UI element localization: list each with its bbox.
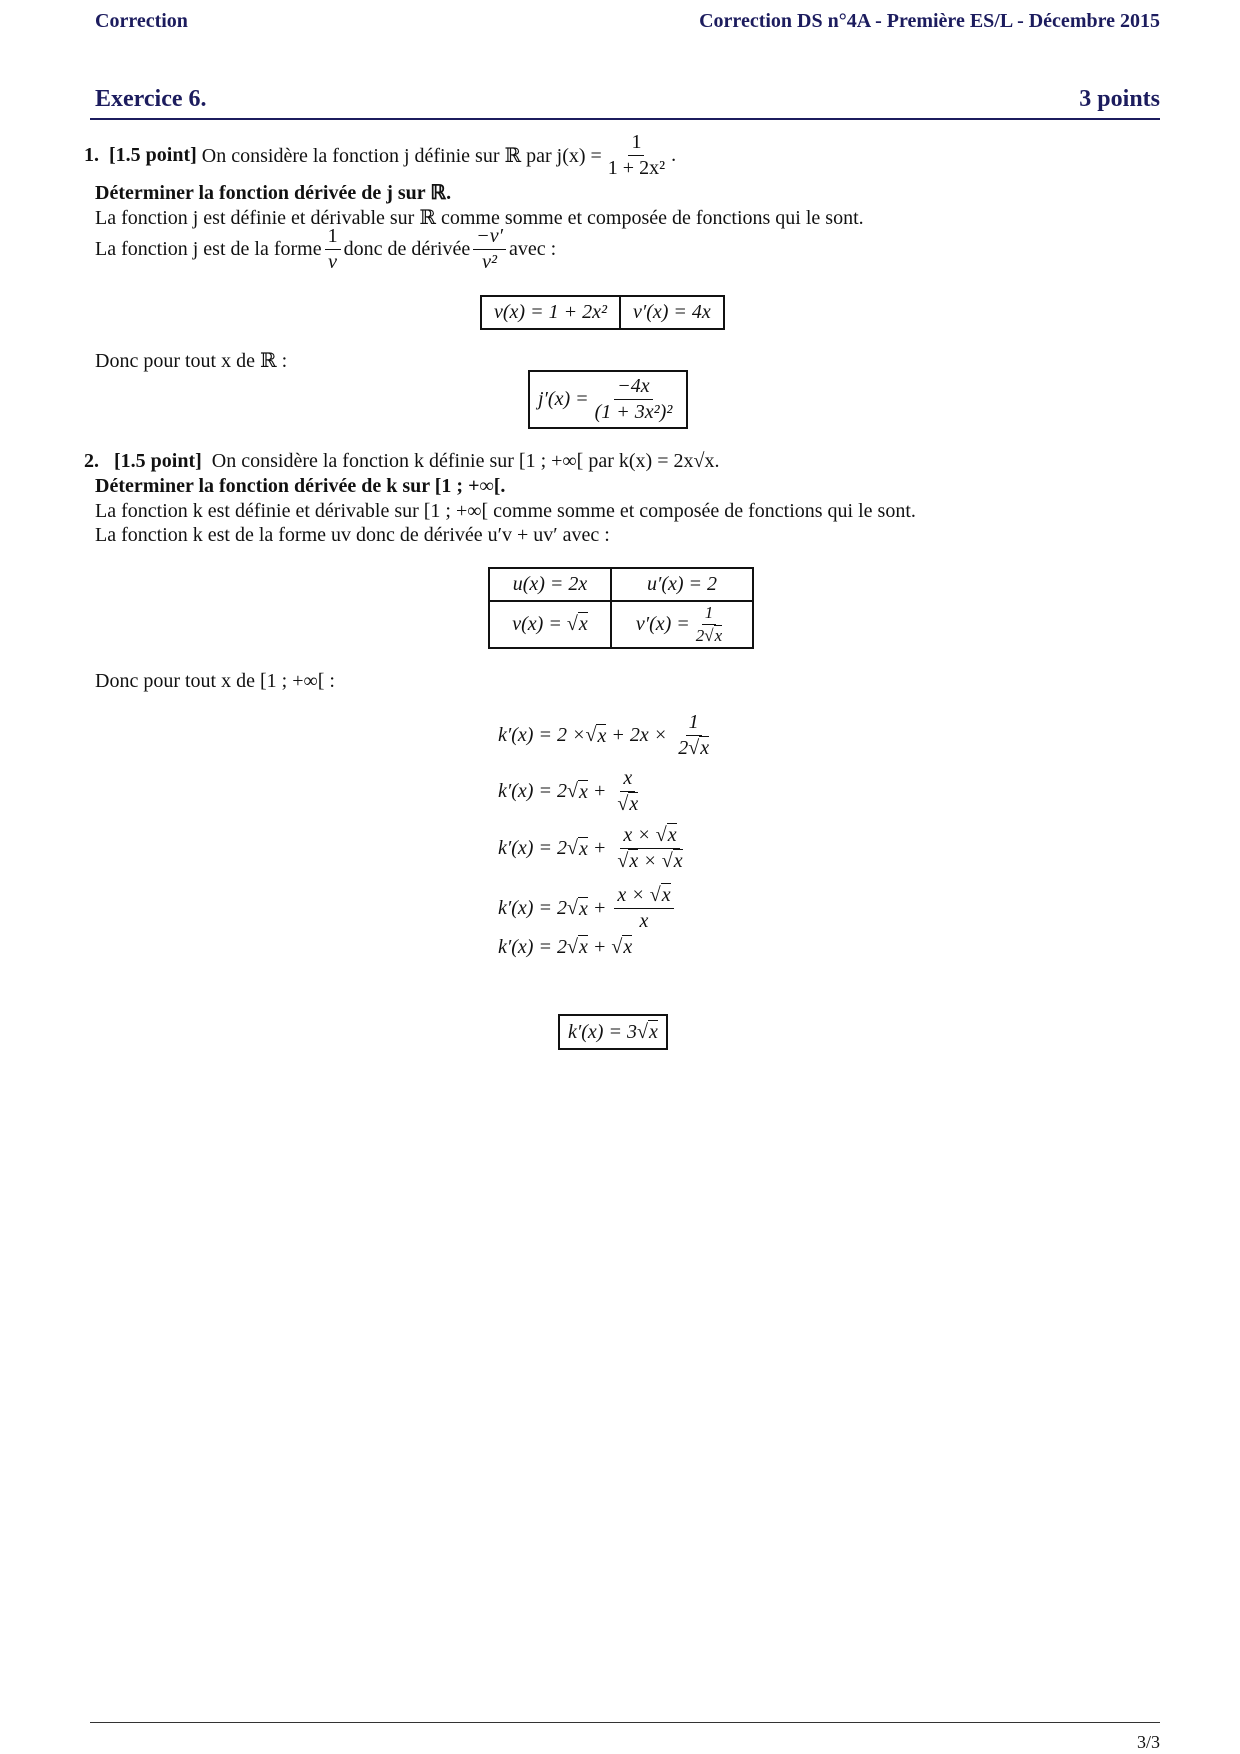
exercise-title: Exercice 6.: [95, 86, 207, 112]
q2-step-1: k′(x) = 2 × √ x + 2x × $\frac{1}{2√x}$: [498, 712, 715, 759]
q1-result-box: [528, 370, 688, 429]
q2-task: Déterminer la fonction dérivée de k sur [1 ; +∞[.: [95, 475, 506, 497]
s3-den-mid: ×: [638, 850, 662, 872]
s5-rad2: x: [623, 936, 633, 958]
q1-form-den: v: [328, 251, 338, 273]
s4-rad: x: [578, 897, 588, 920]
q2-step-3: k′(x) = 2 √ x + $\frac{x \times √x}{√x \times √x}$: [498, 825, 689, 872]
q1-deriv-num: −v′: [473, 226, 506, 250]
s5-plus: +: [587, 935, 612, 958]
s5-lhs: k′(x) = 2: [498, 935, 567, 958]
q1-deriv-fraction: [473, 226, 506, 273]
footer-rule: [90, 1722, 1160, 1723]
q1-def-numerator: 1: [628, 132, 644, 156]
s3-den-rad1: x: [629, 850, 639, 872]
q2-table-vprime-lhs: v′(x) =: [635, 612, 690, 635]
q1-line2-a: La fonction j est de la forme: [95, 238, 322, 260]
page-number: 3/3: [1136, 1732, 1160, 1752]
s2-plus: +: [587, 780, 612, 802]
q1-number: 1.: [84, 144, 99, 166]
s2-rad: x: [578, 780, 588, 803]
s1-fraction: $\frac{1}{2√x}$: [678, 711, 710, 759]
s3-lhs: k′(x) = 2: [498, 837, 567, 859]
q2-table-v: v(x) = √x: [489, 601, 611, 648]
q1-result-lhs: j′(x) =: [538, 388, 589, 410]
q2-table-uprime: u′(x) = 2: [611, 568, 753, 601]
q1-donc: Donc pour tout x de ℝ :: [95, 350, 288, 372]
q2-points: [1.5 point]: [114, 450, 202, 472]
q1-form-num: 1: [325, 226, 341, 250]
s3-num-rad: x: [667, 824, 677, 846]
s3-fraction: $\frac{x \times √x}{√x \times √x}$: [617, 824, 683, 872]
q1-derivative-table: [480, 295, 725, 330]
s2-num: x: [620, 768, 635, 792]
s4-num-rad: x: [661, 884, 671, 906]
q2-line1: La fonction k est définie et dérivable sur [1 ; +∞[ comme somme et composée de fonctions qui le sont.: [95, 500, 916, 522]
s1-rad: x: [597, 724, 607, 747]
q2-table-vprime-den-pre: 2: [695, 625, 705, 645]
q1-result-den: (1 + 3x²)²: [594, 401, 673, 423]
q1-line2: [95, 226, 556, 273]
q2-table-vprime-fraction: $\frac{1}{2√x}$: [695, 603, 723, 645]
q2-step-5: k′(x) = 2 √ x + √ x: [498, 935, 633, 958]
s1-num: 1: [686, 712, 702, 736]
q1-line2-c: avec :: [508, 238, 557, 260]
s2-den-rad: x: [629, 793, 639, 815]
q1-line1: La fonction j est définie et dérivable sur ℝ comme somme et composée de fonctions qui le sont.: [95, 207, 864, 229]
q1-table-vprime: v′(x) = 4x: [620, 296, 724, 329]
q1-line2-b: donc de dérivée: [343, 238, 471, 260]
q1-table-v: v(x) = 1 + 2x²: [481, 296, 620, 329]
s1-lhs: k′(x) = 2 ×: [498, 724, 586, 746]
q2-table-v-lhs: v(x) =: [512, 612, 562, 635]
q2-table-vprime-den-rad: x: [714, 625, 723, 645]
q2-result-rad: x: [648, 1021, 658, 1043]
s4-lhs: k′(x) = 2: [498, 897, 567, 919]
s3-num-pre: x ×: [623, 824, 656, 846]
s4-num-pre: x ×: [617, 884, 650, 906]
q1-points: [1.5 point]: [109, 144, 197, 166]
q2-table-vprime-num: 1: [702, 604, 717, 625]
header-left: Correction: [95, 10, 188, 32]
q1-intro: On considère la fonction j définie sur ℝ par j(x) =: [201, 145, 602, 167]
q2-table-u: u(x) = 2x: [489, 568, 611, 601]
q1-deriv-den: v²: [482, 251, 498, 273]
q1-result-num: −4x: [614, 376, 652, 400]
s3-rad: x: [578, 837, 588, 860]
s1-mid: + 2x ×: [606, 724, 673, 746]
q1-statement: 1. [1.5 point] On considère la fonction j définie sur ℝ par j(x) = $\frac{1}{\text{1 + 2x²}}$ .: [84, 131, 677, 179]
q2-derivative-table: [488, 567, 754, 649]
exercise-points: 3 points: [1079, 86, 1160, 112]
s3-den-rad2: x: [673, 850, 683, 872]
q2-result-lhs: k′(x) = 3: [568, 1020, 637, 1043]
q2-step-4: k′(x) = 2 √ x + $\frac{x \times √x}{x}$: [498, 885, 677, 932]
q2-line2: La fonction k est de la forme uv donc de dérivée u′v + uv′ avec :: [95, 524, 610, 546]
s5-rad: x: [578, 936, 588, 958]
s4-fraction: $\frac{x \times √x}{x}$: [614, 885, 673, 932]
title-rule: [90, 118, 1160, 120]
q2-result-box: k′(x) = 3 √ x: [558, 1014, 668, 1050]
q2-step-2: k′(x) = 2 √ x + $\frac{x}{√x}$: [498, 768, 644, 815]
s4-den: x: [639, 910, 649, 932]
q1-result-fraction: [592, 376, 676, 423]
q2-statement: [84, 450, 719, 473]
s4-plus: +: [587, 897, 612, 919]
q2-intro: On considère la fonction k définie sur [1 ; +∞[ par k(x) = 2x√x.: [211, 450, 720, 472]
q1-definition-fraction: [605, 132, 668, 179]
q2-table-vprime: [611, 601, 753, 648]
q2-table-v-rad: x: [578, 612, 588, 635]
header-right: Correction DS n°4A - Première ES/L - Décembre 2015: [699, 10, 1160, 32]
s1-den-rad: x: [700, 737, 710, 759]
q1-form-fraction: [325, 226, 341, 273]
q1-def-denominator: 1 + 2x²: [607, 157, 666, 179]
s3-plus: +: [587, 837, 612, 859]
q2-number: 2.: [84, 450, 99, 472]
q1-task: Déterminer la fonction dérivée de j sur ℝ.: [95, 182, 452, 204]
s1-den-pre: 2: [678, 737, 689, 759]
s2-fraction: $\frac{x}{√x}$: [617, 767, 639, 815]
s2-lhs: k′(x) = 2: [498, 780, 567, 802]
q2-donc: Donc pour tout x de [1 ; +∞[ :: [95, 670, 335, 692]
